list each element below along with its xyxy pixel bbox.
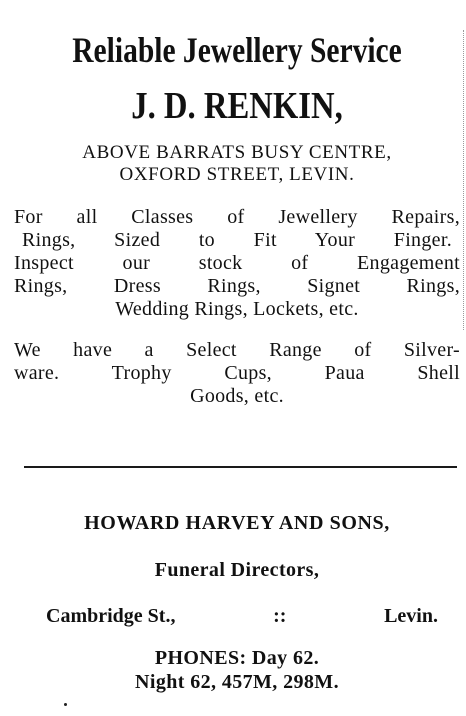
firm-role: Funeral Directors,: [154, 559, 320, 581]
print-speck: [64, 703, 67, 706]
location-separator: ::: [273, 605, 287, 627]
location-row: [14, 604, 460, 628]
section-divider: [24, 466, 457, 468]
phone-line: PHONES: Day 62.: [154, 647, 320, 669]
town-name: Levin.: [384, 605, 438, 627]
text-line: Inspect our stock of Engagement: [14, 252, 460, 274]
jeweller-advertisement: [14, 28, 460, 408]
text-line: ware. Trophy Cups, Paua Shell: [14, 362, 460, 384]
ad-headline: Reliable Jewellery Service: [72, 30, 402, 70]
business-name: J. D. RENKIN,: [131, 85, 343, 127]
funeral-advertisement: [14, 510, 460, 694]
street-name: Cambridge St.,: [46, 605, 176, 627]
column-edge-rule: [462, 30, 464, 330]
address-line: ABOVE BARRATS BUSY CENTRE,: [82, 142, 392, 163]
phone-line: Night 62, 457M, 298M.: [135, 671, 339, 693]
text-line: Rings, Dress Rings, Signet Rings,: [14, 275, 460, 297]
firm-name: HOWARD HARVEY AND SONS,: [84, 512, 390, 534]
products-paragraph: [14, 339, 460, 408]
business-address: [14, 142, 460, 186]
text-line: Goods, etc.: [190, 385, 284, 407]
text-line: Wedding Rings, Lockets, etc.: [115, 298, 359, 320]
address-line: OXFORD STREET, LEVIN.: [119, 164, 355, 185]
services-paragraph: [14, 206, 460, 321]
text-line: Rings, Sized to Fit Your Finger.: [22, 229, 452, 251]
phone-numbers: [14, 646, 460, 694]
text-line: For all Classes of Jewellery Repairs,: [14, 206, 460, 228]
text-line: We have a Select Range of Silver-: [14, 339, 460, 361]
